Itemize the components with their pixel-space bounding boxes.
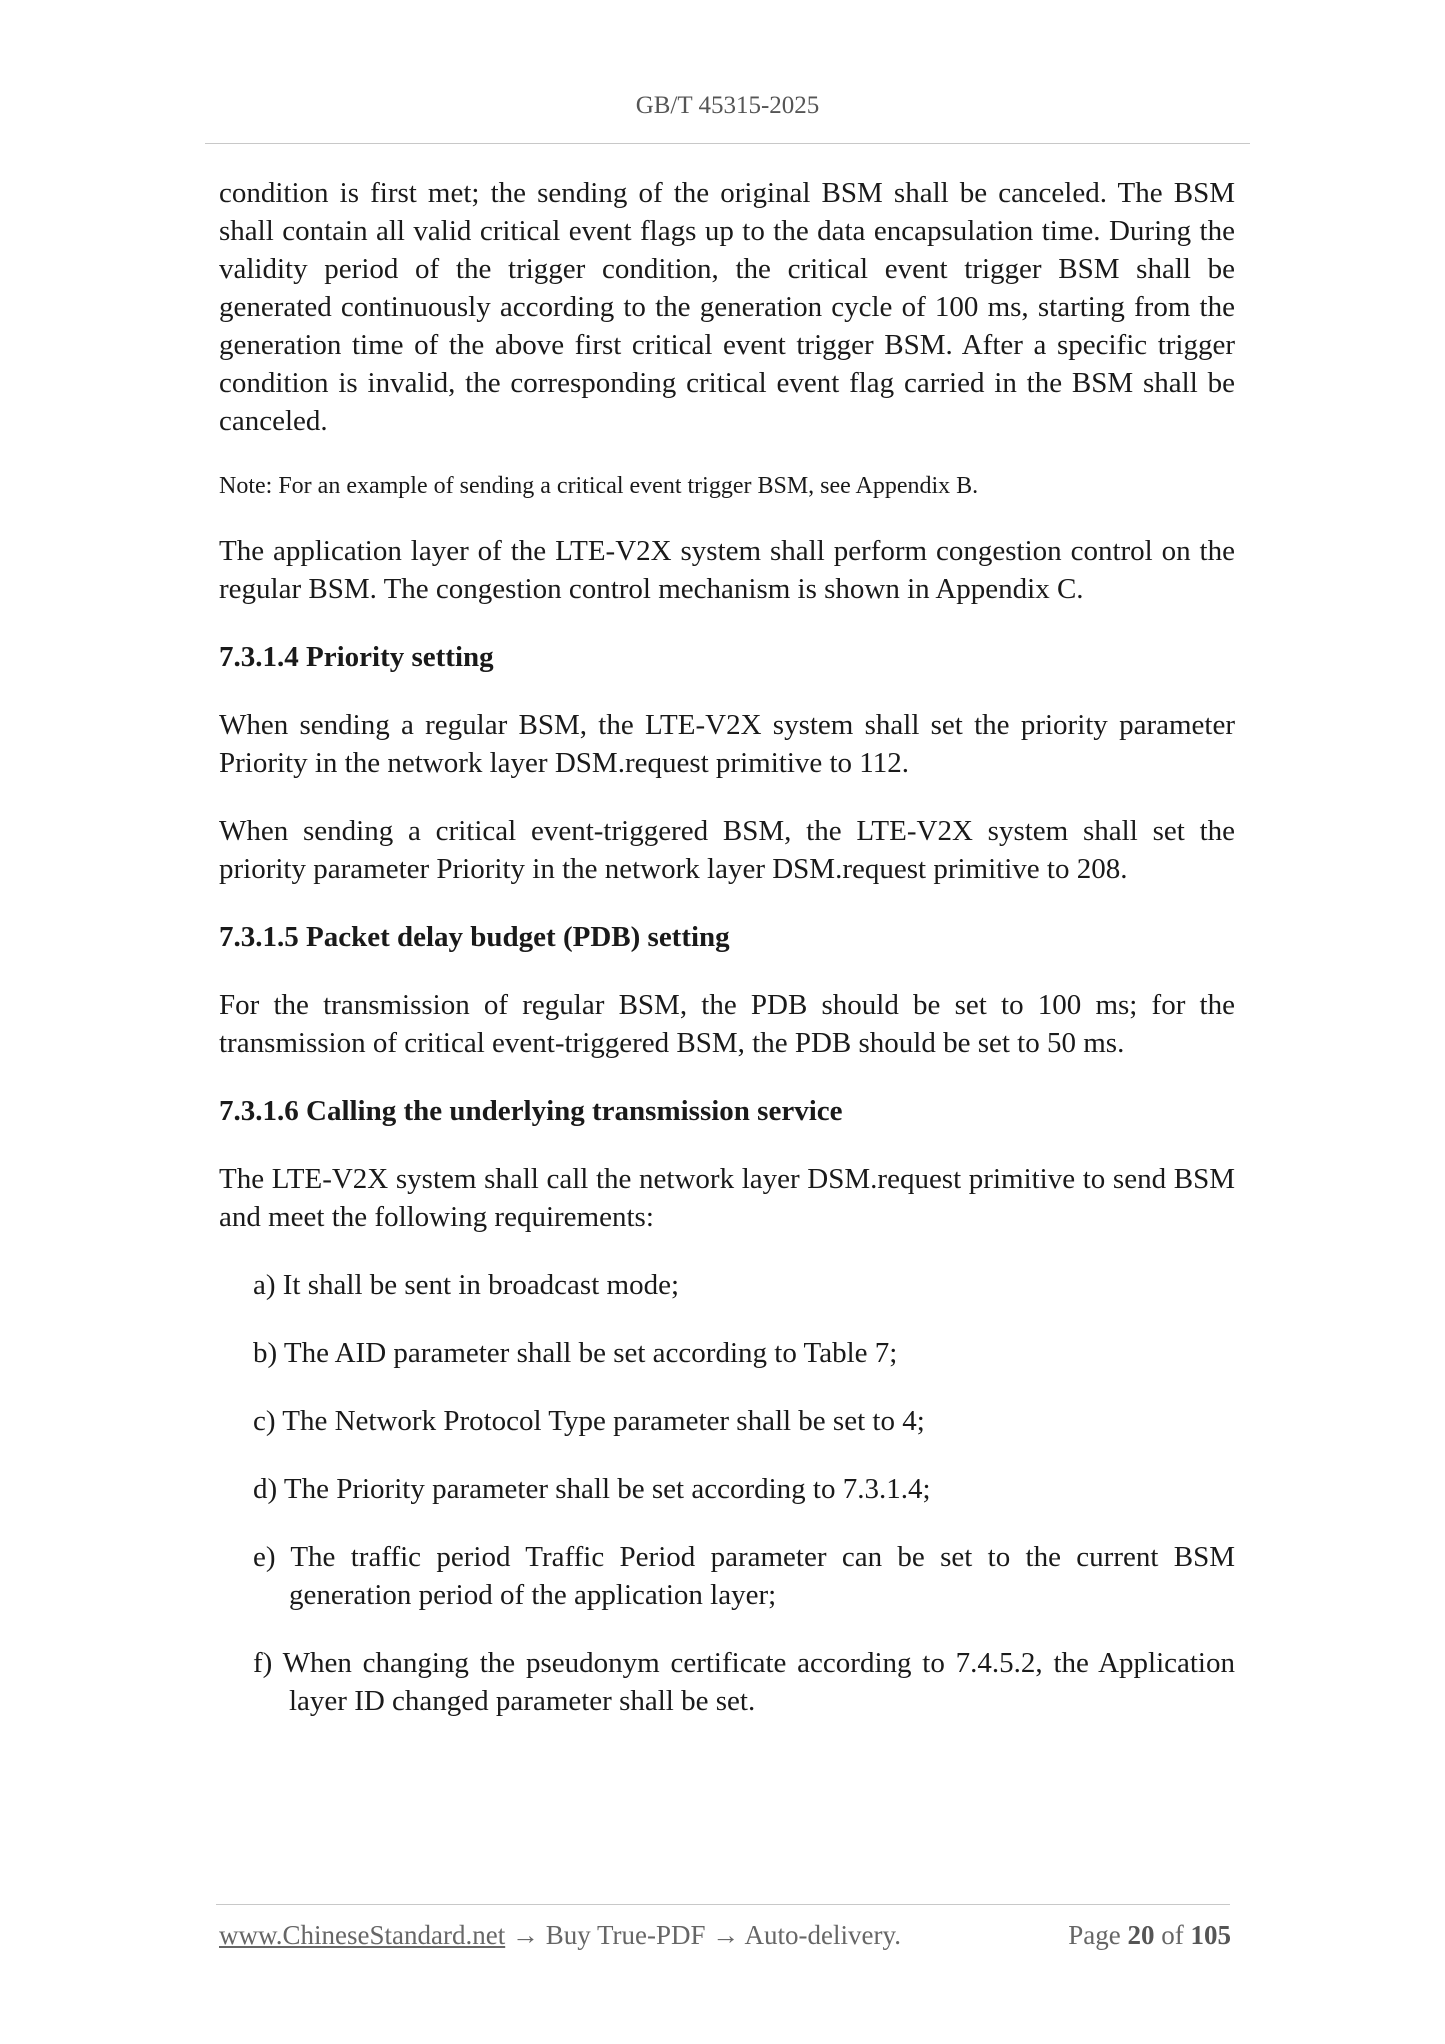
list-item: a) It shall be sent in broadcast mode; — [253, 1269, 680, 1301]
section-heading-7-3-1-4: 7.3.1.4 Priority setting — [219, 641, 494, 673]
requirements-list — [219, 1266, 1235, 1720]
list-item: b) The AID parameter shall be set according to Table 7; — [253, 1337, 898, 1369]
footer-promo — [219, 1920, 901, 1951]
paragraph-dsm-request: The LTE-V2X system shall call the network layer DSM.request primitive to send BSM and meet the following requirements: — [219, 1163, 1235, 1233]
list-item: e) The traffic period Traffic Period parameter can be set to the current BSM generation period of the application layer; — [253, 1541, 1235, 1611]
page-indicator — [1068, 1920, 1231, 1951]
header-divider — [205, 143, 1250, 144]
section-heading-7-3-1-6: 7.3.1.6 Calling the underlying transmission service — [219, 1095, 843, 1127]
page-total: 105 — [1190, 1920, 1231, 1950]
buy-true-pdf-text: Buy True-PDF — [545, 1920, 706, 1950]
note-appendix-b: Note: For an example of sending a critical event trigger BSM, see Appendix B. — [219, 473, 979, 499]
list-item: d) The Priority parameter shall be set according to 7.3.1.4; — [253, 1473, 931, 1505]
paragraph-critical-bsm-priority: When sending a critical event-triggered BSM, the LTE-V2X system shall set the priority parameter Priority in the network layer DSM.request primitive to 208. — [219, 815, 1235, 885]
arrow-right-icon: → — [712, 1920, 740, 1950]
footer-divider — [216, 1904, 1230, 1905]
paragraph-pdb-setting: For the transmission of regular BSM, the PDB should be set to 100 ms; for the transmission of critical event-triggered BSM, the PDB should be set to 50 ms. — [219, 989, 1235, 1059]
document-header: GB/T 45315-2025 — [635, 92, 820, 119]
paragraph-regular-bsm-priority: When sending a regular BSM, the LTE-V2X system shall set the priority parameter Priority in the network layer DSM.request primitive to 112. — [219, 709, 1235, 779]
paragraph-congestion-control: The application layer of the LTE-V2X system shall perform congestion control on the regular BSM. The congestion control mechanism is shown in Appendix C. — [219, 535, 1235, 605]
of-label: of — [1161, 1920, 1184, 1950]
list-item: f) When changing the pseudonym certificate according to 7.4.5.2, the Application layer ID changed parameter shall be set. — [253, 1647, 1235, 1717]
arrow-right-icon: → — [511, 1920, 539, 1950]
site-link[interactable]: www.ChineseStandard.net — [219, 1920, 506, 1950]
page-content — [219, 174, 1235, 1750]
page-number: 20 — [1127, 1920, 1155, 1950]
auto-delivery-text: Auto-delivery. — [744, 1920, 901, 1950]
page-label: Page — [1068, 1920, 1121, 1950]
paragraph-critical-event-trigger: condition is first met; the sending of the original BSM shall be canceled. The BSM shall contain all valid critical event flags up to the data encapsulation time. During the validity period of the trigger condition, the critical event trigger BSM shall be generated continuously according to the generation cycle of 100 ms, starting from the generation time of the above first critical event trigger BSM. After a specific trigger condition is invalid, the corresponding critical event flag carried in the BSM shall be canceled. — [219, 177, 1235, 437]
list-item: c) The Network Protocol Type parameter shall be set to 4; — [253, 1405, 925, 1437]
section-heading-7-3-1-5: 7.3.1.5 Packet delay budget (PDB) setting — [219, 921, 730, 953]
